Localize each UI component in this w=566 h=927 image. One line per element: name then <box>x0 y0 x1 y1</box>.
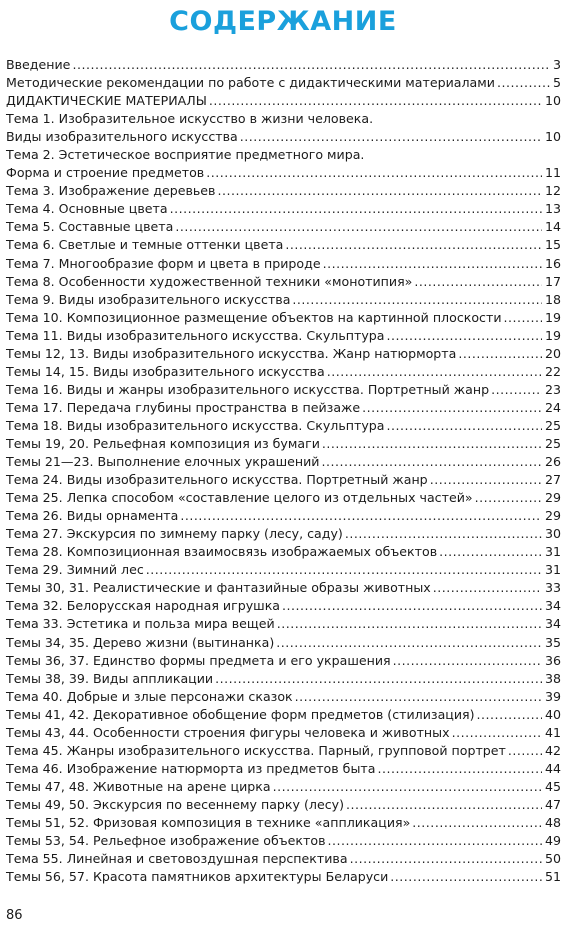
toc-entry-title: Тема 8. Особенности художественной техники «монотипия» <box>6 273 413 289</box>
toc-entry-title: Темы 47, 48. Животные на арене цирка <box>6 778 271 794</box>
toc-entry-page: 24 <box>544 399 561 415</box>
toc-entry <box>6 92 561 110</box>
toc-entry <box>6 273 561 291</box>
toc-entry-page: 34 <box>544 616 561 632</box>
toc-entry-title: Тема 24. Виды изобразительного искусства. Портретный жанр <box>6 472 428 488</box>
toc-entry <box>6 634 561 652</box>
toc-leader-dots <box>72 56 550 74</box>
table-of-contents <box>6 56 561 886</box>
toc-entry-title: Тема 1. Изобразительное искусство в жизни человека. <box>6 111 374 127</box>
toc-entry-title: Темы 53, 54. Рельефное изображение объектов <box>6 833 326 849</box>
toc-leader-dots <box>377 760 542 778</box>
toc-entry <box>6 345 561 363</box>
toc-entry <box>6 399 561 417</box>
toc-entry <box>6 471 561 489</box>
toc-entry-page: 48 <box>544 814 561 830</box>
toc-entry <box>6 164 561 182</box>
toc-leader-dots <box>322 435 542 453</box>
toc-entry-page: 11 <box>544 165 561 181</box>
toc-entry-page: 34 <box>544 598 561 614</box>
toc-entry-title: Тема 27. Экскурсия по зимнему парку (лесу, саду) <box>6 526 343 542</box>
toc-entry-title: Тема 18. Виды изобразительного искусства. Скульптура <box>6 417 385 433</box>
toc-leader-dots <box>180 507 542 525</box>
toc-entry-page: 12 <box>544 183 561 199</box>
toc-entry-title: Тема 7. Многообразие форм и цвета в природе <box>6 255 321 271</box>
toc-leader-dots <box>328 832 542 850</box>
toc-leader-dots <box>387 417 542 435</box>
toc-entry <box>6 146 561 164</box>
toc-entry-title: Темы 43, 44. Особенности строения фигуры человека и животных <box>6 724 450 740</box>
toc-leader-dots <box>458 345 542 363</box>
toc-entry-page: 45 <box>544 778 561 794</box>
toc-entry <box>6 615 561 633</box>
toc-entry-title: Тема 17. Передача глубины пространства в пейзаже <box>6 399 361 415</box>
toc-leader-dots <box>439 543 542 561</box>
toc-entry-title: Виды изобразительного искусства <box>6 129 238 145</box>
toc-entry-page: 50 <box>544 851 561 867</box>
toc-leader-dots <box>362 399 542 417</box>
toc-entry <box>6 543 561 561</box>
toc-entry <box>6 200 561 218</box>
toc-leader-dots <box>276 634 542 652</box>
toc-entry <box>6 128 561 146</box>
toc-entry-title: Тема 4. Основные цвета <box>6 201 168 217</box>
toc-leader-dots <box>350 850 542 868</box>
toc-entry <box>6 525 561 543</box>
toc-entry-page: 27 <box>544 472 561 488</box>
toc-entry <box>6 291 561 309</box>
toc-entry-title: Тема 9. Виды изобразительного искусства <box>6 291 291 307</box>
toc-leader-dots <box>475 489 542 507</box>
toc-leader-dots <box>497 74 550 92</box>
toc-leader-dots <box>452 724 542 742</box>
toc-leader-dots <box>504 309 542 327</box>
toc-entry-title: ДИДАКТИЧЕСКИЕ МАТЕРИАЛЫ <box>6 93 207 109</box>
toc-entry-page: 19 <box>544 309 561 325</box>
toc-entry-page: 31 <box>544 544 561 560</box>
toc-leader-dots <box>277 615 542 633</box>
toc-entry <box>6 778 561 796</box>
toc-entry-title: Тема 16. Виды и жанры изобразительного искусства. Портретный жанр <box>6 381 490 397</box>
toc-entry-title: Тема 26. Виды орнамента <box>6 508 179 524</box>
toc-entry-page: 23 <box>544 381 561 397</box>
toc-entry <box>6 110 561 128</box>
page-title: СОДЕРЖАНИЕ <box>169 6 397 37</box>
toc-entry <box>6 850 561 868</box>
toc-entry <box>6 597 561 615</box>
toc-entry <box>6 56 561 74</box>
toc-leader-dots <box>323 255 542 273</box>
toc-leader-dots <box>477 706 542 724</box>
toc-entry-title: Тема 5. Составные цвета <box>6 219 174 235</box>
toc-leader-dots <box>414 273 542 291</box>
toc-entry <box>6 832 561 850</box>
toc-entry-title: Темы 21—23. Выполнение елочных украшений <box>6 454 320 470</box>
toc-entry <box>6 796 561 814</box>
toc-entry-page: 36 <box>544 652 561 668</box>
toc-entry-title: Темы 41, 42. Декоративное обобщение форм предметов (стилизация) <box>6 706 475 722</box>
toc-leader-dots <box>175 218 542 236</box>
toc-leader-dots <box>390 868 542 886</box>
toc-entry-title: Методические рекомендации по работе с дидактическими материалами <box>6 75 495 91</box>
toc-entry-page: 33 <box>544 580 561 596</box>
toc-leader-dots <box>346 796 542 814</box>
toc-entry-page: 5 <box>552 75 561 91</box>
toc-leader-dots <box>206 164 542 182</box>
toc-entry-page: 35 <box>544 634 561 650</box>
toc-entry <box>6 579 561 597</box>
toc-leader-dots <box>345 525 542 543</box>
toc-entry-page: 13 <box>544 201 561 217</box>
toc-entry <box>6 435 561 453</box>
toc-entry-title: Темы 36, 37. Единство формы предмета и его украшения <box>6 652 391 668</box>
toc-entry <box>6 507 561 525</box>
toc-entry-title: Тема 25. Лепка способом «составление целого из отдельных частей» <box>6 490 473 506</box>
toc-entry-page: 41 <box>544 724 561 740</box>
toc-entry-page: 49 <box>544 833 561 849</box>
toc-entry <box>6 652 561 670</box>
toc-entry <box>6 688 561 706</box>
toc-entry-page: 17 <box>544 273 561 289</box>
toc-leader-dots <box>285 236 542 254</box>
toc-entry <box>6 724 561 742</box>
toc-entry-title: Темы 56, 57. Красота памятников архитектуры Беларуси <box>6 869 389 885</box>
toc-entry-title: Тема 11. Виды изобразительного искусства. Скульптура <box>6 327 385 343</box>
toc-entry-page: 25 <box>544 417 561 433</box>
toc-entry <box>6 453 561 471</box>
toc-entry-title: Темы 49, 50. Экскурсия по весеннему парку (лесу) <box>6 796 344 812</box>
toc-entry-title: Темы 19, 20. Рельефная композиция из бумаги <box>6 435 320 451</box>
toc-entry-page: 19 <box>544 327 561 343</box>
toc-leader-dots <box>215 670 542 688</box>
toc-entry-title: Форма и строение предметов <box>6 165 205 181</box>
toc-entry <box>6 417 561 435</box>
toc-entry-page: 15 <box>544 237 561 253</box>
toc-leader-dots <box>170 200 542 218</box>
toc-entry-title: Тема 32. Белорусская народная игрушка <box>6 598 281 614</box>
toc-entry-title: Темы 12, 13. Виды изобразительного искусства. Жанр натюрморта <box>6 345 457 361</box>
toc-entry <box>6 309 561 327</box>
toc-leader-dots <box>387 327 542 345</box>
toc-entry <box>6 868 561 886</box>
toc-leader-dots <box>393 652 542 670</box>
toc-entry <box>6 236 561 254</box>
toc-leader-dots <box>508 742 542 760</box>
toc-entry-title: Тема 33. Эстетика и польза мира вещей <box>6 616 275 632</box>
toc-entry <box>6 760 561 778</box>
toc-entry <box>6 327 561 345</box>
toc-entry-title: Тема 40. Добрые и злые персонажи сказок <box>6 688 293 704</box>
toc-entry <box>6 363 561 381</box>
toc-entry-page: 10 <box>544 93 561 109</box>
toc-entry-title: Темы 51, 52. Фризовая композиция в технике «аппликация» <box>6 814 411 830</box>
toc-leader-dots <box>240 128 542 146</box>
toc-entry-page: 3 <box>552 57 561 72</box>
toc-entry-page: 14 <box>544 219 561 235</box>
toc-leader-dots <box>433 579 542 597</box>
toc-leader-dots <box>327 363 542 381</box>
toc-entry-title: Тема 28. Композиционная взаимосвязь изображаемых объектов <box>6 544 438 560</box>
toc-entry-page: 44 <box>544 760 561 776</box>
toc-entry-title: Тема 10. Композиционное размещение объектов на картинной плоскости <box>6 309 502 325</box>
toc-entry <box>6 182 561 200</box>
page-number: 86 <box>6 908 23 923</box>
toc-entry-page: 31 <box>544 562 561 578</box>
toc-entry-page: 47 <box>544 796 561 812</box>
toc-entry-page: 40 <box>544 706 561 722</box>
toc-entry-title: Тема 2. Эстетическое восприятие предметного мира. <box>6 147 365 163</box>
toc-entry-title: Тема 6. Светлые и темные оттенки цвета <box>6 237 284 253</box>
toc-leader-dots <box>273 778 542 796</box>
toc-entry-title: Тема 3. Изображение деревьев <box>6 183 216 199</box>
toc-entry <box>6 218 561 236</box>
toc-entry-title: Темы 14, 15. Виды изобразительного искусства <box>6 363 325 379</box>
toc-entry <box>6 74 561 92</box>
toc-entry-title: Тема 55. Линейная и световоздушная перспектива <box>6 851 348 867</box>
toc-entry <box>6 255 561 273</box>
toc-leader-dots <box>146 561 542 579</box>
toc-entry <box>6 706 561 724</box>
toc-entry <box>6 381 561 399</box>
toc-leader-dots <box>491 381 542 399</box>
toc-entry-title: Темы 38, 39. Виды аппликации <box>6 670 214 686</box>
toc-entry-page: 38 <box>544 670 561 686</box>
toc-entry-title: Тема 29. Зимний лес <box>6 562 144 578</box>
toc-leader-dots <box>217 182 542 200</box>
toc-entry-page: 39 <box>544 688 561 704</box>
toc-entry-page: 20 <box>544 345 561 361</box>
toc-entry-title: Тема 46. Изображение натюрморта из предметов быта <box>6 760 376 776</box>
toc-entry-page: 10 <box>544 129 561 145</box>
toc-entry-page: 30 <box>544 526 561 542</box>
toc-entry-page: 16 <box>544 255 561 271</box>
toc-entry-page: 25 <box>544 435 561 451</box>
toc-entry-title: Тема 45. Жанры изобразительного искусства. Парный, групповой портрет <box>6 742 506 758</box>
toc-leader-dots <box>412 814 542 832</box>
toc-leader-dots <box>295 688 542 706</box>
toc-entry-page: 51 <box>544 869 561 885</box>
toc-entry <box>6 742 561 760</box>
toc-leader-dots <box>292 291 542 309</box>
toc-entry <box>6 814 561 832</box>
toc-entry-page: 29 <box>544 490 561 506</box>
toc-entry-title: Темы 30, 31. Реалистические и фантазийные образы животных <box>6 580 431 596</box>
toc-entry <box>6 670 561 688</box>
toc-entry-title: Темы 34, 35. Дерево жизни (вытинанка) <box>6 634 275 650</box>
toc-entry-page: 42 <box>544 742 561 758</box>
toc-leader-dots <box>430 471 542 489</box>
toc-entry-page: 22 <box>544 363 561 379</box>
toc-entry-title: Введение <box>6 57 71 72</box>
toc-entry <box>6 489 561 507</box>
toc-entry-page: 18 <box>544 291 561 307</box>
toc-leader-dots <box>282 597 542 615</box>
toc-entry <box>6 561 561 579</box>
toc-entry-page: 29 <box>544 508 561 524</box>
toc-leader-dots <box>322 453 542 471</box>
toc-entry-page: 26 <box>544 454 561 470</box>
toc-leader-dots <box>209 92 542 110</box>
